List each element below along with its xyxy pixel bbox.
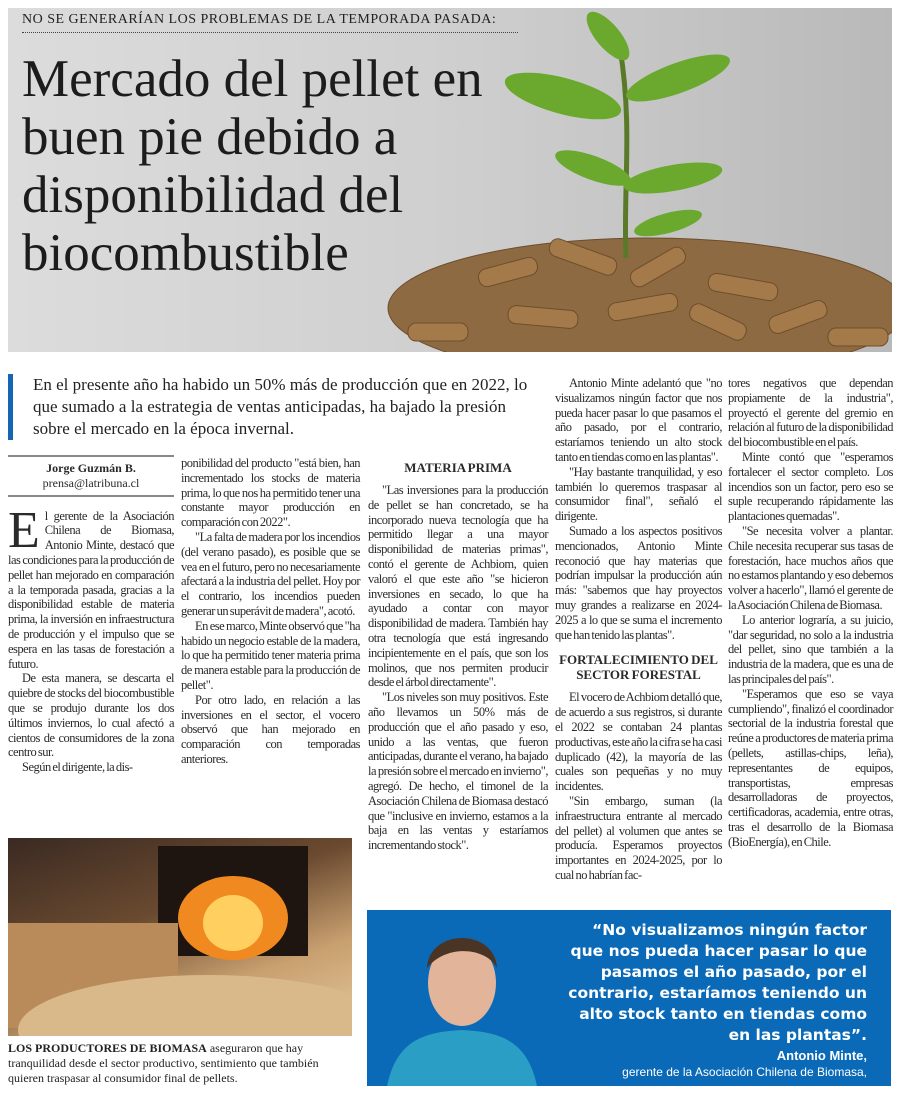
pull-quote-box	[367, 910, 891, 1086]
quote-role: gerente de la Asociación Chilena de Biomasa,	[622, 1065, 867, 1079]
antonio-minte-portrait	[387, 910, 537, 1086]
column-4	[555, 376, 722, 883]
paragraph: Por otro lado, en relación a las inversiones en el sector, el vocero observó que han mejorado en comparación con temporadas anteriores.	[181, 692, 360, 766]
column-3	[368, 456, 548, 853]
subheading-fortalecimiento: FORTALECIMIENTO DEL SECTOR FORESTAL	[559, 652, 718, 683]
paragraph: "Los niveles son muy positivos. Este año llevamos un 50% más de producción que el año pasado y eso, unido a las ventas, que fueron anticipadas, durante el verano, ha bajado la presión sobre el mercado en invierno", agregó. De hecho, el timonel de la Asociación Chilena de Biomasa destacó que "inclusive en invierno, estamos a la baja en las ventas y estaríamos incrementando stock".	[368, 690, 548, 853]
paragraph: "Las inversiones para la producción de pellet se han concretado, se ha incorporado nueva tecnología que ha permitido llegar a una mayor disponibilidad de materias primas", contó el gerente de Achbiom, quien valoró el que este año "se hicieron inversiones en secado, lo que ha ayudado a contar con mayor disponibilidad de madera. También hay otra tecnología que está ingresando incipientemente en el país, que son los molinos, que nos permiten producir desde el árbol directamente".	[368, 483, 548, 690]
author-name: Jorge Guzmán B.	[46, 461, 136, 475]
paragraph: Lo anterior lograría, a su juicio, "dar seguridad, no solo a la industria del pellet, sino que también a la industria de la madera, que es una de las principales del país".	[728, 612, 893, 686]
lead-summary: En el presente año ha habido un 50% más de producción que en 2022, lo que sumado a la estrategia de ventas anticipadas, ha bajado la presión sobre el mercado en la época invernal.	[8, 374, 543, 440]
caption-lead: LOS PRODUCTORES DE BIOMASA	[8, 1041, 207, 1055]
quote-text: “No visualizamos ningún factor que nos pueda hacer pasar lo que pasamos el año pasado, por el contrario, estaríamos teniendo un alto stock tanto en tiendas como en las plantas”.	[568, 921, 867, 1044]
subheading-materia-prima: MATERIA PRIMA	[404, 460, 512, 475]
column-1	[8, 455, 174, 775]
quote-author: Antonio Minte,	[776, 1048, 867, 1063]
paragraph: Sumado a los aspectos positivos mencionados, Antonio Minte reconoció que hay materias que podrían impulsar la producción aún más: "sabemos que hay proyectos muy grandes a realizarse en 2024-2025 a lo que se suma el incremento que han tenido las plantas".	[555, 523, 722, 642]
drop-cap: E	[8, 501, 40, 559]
paragraph: En ese marco, Minte observó que "ha habido un negocio estable de la madera, lo que ha permitido tener materia prima de manera estable para la producción de pellet".	[181, 618, 360, 692]
paragraph: Según el dirigente, la dis-	[22, 760, 133, 775]
quote-attribution	[622, 1048, 867, 1080]
paragraph: "Se necesita volver a plantar. Chile necesita recuperar sus tasas de forestación, hace muchos años que no estamos plantando y eso debemos volver a hacerlo", llamó el gerente de la Asociación Chilena de Biomasa.	[728, 523, 893, 612]
paragraph: "Esperamos que eso se vaya cumpliendo", finalizó el coordinador sectorial de la industria forestal que reúne a productores de materia prima (pellets, astillas-chips, leña), representantes de equipos, transportistas, empresas desarrolladoras de proyectos, certificadoras, academia, entre otras, tras el desarrollo de la Biomasa (BioEnergía), en Chile.	[728, 686, 893, 849]
paragraph: El vocero de Achbiom detalló que, de acuerdo a sus registros, si durante el 2022 se contaban 24 plantas productivas, este año la cifra se ha casi duplicado (42), la mayoría de las cuales son pequeñas y no muy incidentes.	[555, 690, 722, 794]
author-email[interactable]: prensa@latribuna.cl	[42, 475, 140, 490]
kicker: NO SE GENERARÍAN LOS PROBLEMAS DE LA TEMPORADA PASADA:	[22, 12, 518, 33]
paragraph: l gerente de la Asociación Chilena de Biomasa, Antonio Minte, destacó que las condiciones para la producción de pellet han mejorado en comparación a la temporada pasada, gracias a la disponibilidad estable de materia prima, la inversión en infraestructura de producción y el impulso que se espera en las tasas de forestación a futuro.	[8, 508, 174, 671]
paragraph: ponibilidad del producto "está bien, han incrementado los stocks de materia prima, lo que nos ha permitido tener una constante mayor producción en comparación con 2022".	[181, 456, 360, 530]
paragraph: Antonio Minte adelantó que "no visualizamos ningún factor que nos pueda hacer pasar lo que pasamos el año pasado, por el contrario, estaríamos teniendo un alto stock tanto en tiendas como en las plantas".	[555, 376, 722, 464]
paragraph: Minte contó que "esperamos fortalecer el sector completo. Los incendios son un factor, pero eso se suple recuperando rápidamente las plantaciones quemadas".	[728, 449, 893, 524]
byline	[8, 455, 174, 497]
caption-text: aseguraron que hay tranquilidad desde el sector productivo, sentimiento que también quieren traspasar al consumidor final de pellets.	[8, 1041, 319, 1085]
column-5	[728, 376, 893, 850]
headline: Mercado del pellet en buen pie debido a disponibilidad del biocombustible	[22, 50, 483, 282]
paragraph: "La falta de madera por los incendios (del verano pasado), es posible que se vea en el futuro, pero no necesariamente afectará a la industria del pellet. Hoy por el contrario, los incendios pueden generar un superávit de madera", acotó.	[181, 529, 360, 618]
paragraph: "Sin embargo, suman (la infraestructura entrante al mercado del pellet) al volumen que antes se producía. Esperamos proyectos importantes en 2024-2025, por lo cual no habrían fac-	[555, 793, 722, 882]
paragraph: De esta manera, se descarta el quiebre de stocks del biocombustible que se produjo durante los dos últimos inviernos, lo cual afectó a cientos de consumidores de la zona centro sur.	[8, 671, 174, 760]
paragraph: tores negativos que dependan propiamente de la industria", proyectó el gerente del gremio en relación al futuro de la disponibilidad del biocombustible en el país.	[728, 376, 893, 450]
column-2	[181, 456, 360, 767]
paragraph: "Hay bastante tranquilidad, y eso también lo queremos traspasar al consumidor final", señaló el dirigente.	[555, 464, 722, 524]
photo-caption	[8, 1041, 352, 1086]
fireplace-pellets-photo	[8, 838, 352, 1036]
